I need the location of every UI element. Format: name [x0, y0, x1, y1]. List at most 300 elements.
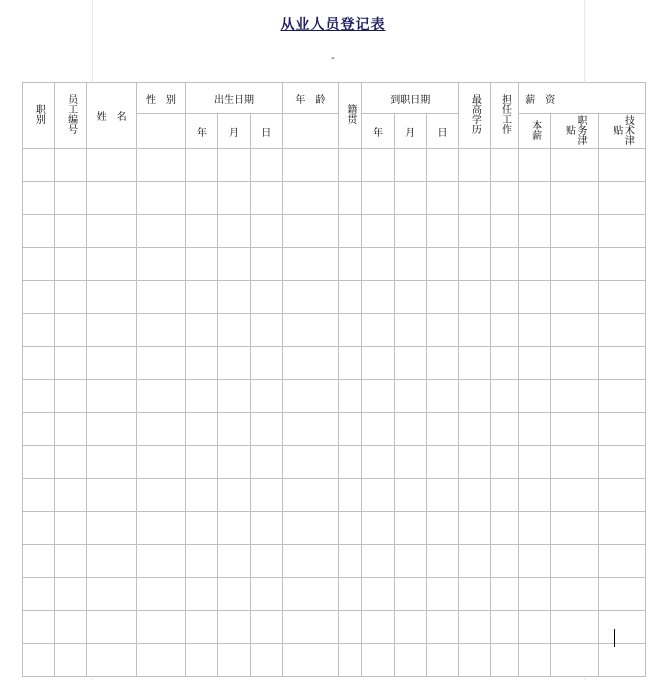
table-cell[interactable]	[426, 149, 458, 182]
table-cell[interactable]	[491, 347, 519, 380]
table-cell[interactable]	[598, 644, 645, 677]
table-cell[interactable]	[338, 347, 362, 380]
table-cell[interactable]	[426, 347, 458, 380]
table-cell[interactable]	[250, 578, 282, 611]
table-cell[interactable]	[551, 446, 598, 479]
table-cell[interactable]	[55, 248, 87, 281]
table-cell[interactable]	[426, 578, 458, 611]
table-cell[interactable]	[250, 380, 282, 413]
header-salary: 薪 资	[519, 83, 646, 114]
table-cell[interactable]	[551, 479, 598, 512]
table-cell[interactable]	[23, 281, 55, 314]
table-cell[interactable]	[551, 149, 598, 182]
registration-table-wrapper	[22, 82, 646, 677]
header-technical-allowance: 技术津贴	[598, 114, 645, 149]
table-cell[interactable]	[23, 182, 55, 215]
table-cell[interactable]	[394, 215, 426, 248]
table-cell[interactable]	[218, 347, 250, 380]
table-cell[interactable]	[362, 380, 394, 413]
table-cell[interactable]	[186, 644, 218, 677]
table-cell[interactable]	[362, 611, 394, 644]
table-cell[interactable]	[491, 545, 519, 578]
table-cell[interactable]	[551, 380, 598, 413]
table-cell[interactable]	[282, 545, 338, 578]
table-cell[interactable]	[250, 446, 282, 479]
table-cell[interactable]	[598, 149, 645, 182]
table-cell[interactable]	[338, 611, 362, 644]
table-cell[interactable]	[250, 281, 282, 314]
table-cell[interactable]	[87, 149, 136, 182]
header-birth-day: 日	[250, 114, 282, 149]
table-cell[interactable]	[186, 314, 218, 347]
table-cell[interactable]	[87, 380, 136, 413]
table-cell[interactable]	[551, 314, 598, 347]
table-cell[interactable]	[598, 512, 645, 545]
table-row	[23, 479, 646, 512]
table-cell[interactable]	[598, 314, 645, 347]
table-cell[interactable]	[218, 380, 250, 413]
table-cell[interactable]	[394, 380, 426, 413]
table-cell[interactable]	[362, 281, 394, 314]
table-cell[interactable]	[136, 380, 185, 413]
table-row	[23, 215, 646, 248]
table-cell[interactable]	[23, 413, 55, 446]
table-cell[interactable]	[55, 479, 87, 512]
table-cell[interactable]	[282, 215, 338, 248]
table-cell[interactable]	[426, 248, 458, 281]
table-cell[interactable]	[338, 248, 362, 281]
table-cell[interactable]	[519, 611, 551, 644]
table-cell[interactable]	[250, 314, 282, 347]
table-cell[interactable]	[55, 380, 87, 413]
table-cell[interactable]	[362, 413, 394, 446]
table-cell[interactable]	[394, 413, 426, 446]
table-cell[interactable]	[250, 644, 282, 677]
table-cell[interactable]	[282, 512, 338, 545]
table-cell[interactable]	[186, 545, 218, 578]
table-cell[interactable]	[87, 446, 136, 479]
table-cell[interactable]	[551, 545, 598, 578]
table-cell[interactable]	[426, 413, 458, 446]
table-cell[interactable]	[186, 281, 218, 314]
table-cell[interactable]	[598, 380, 645, 413]
table-cell[interactable]	[218, 479, 250, 512]
table-cell[interactable]	[459, 446, 491, 479]
table-cell[interactable]	[136, 149, 185, 182]
header-age: 年 龄	[282, 83, 338, 114]
table-cell[interactable]	[250, 512, 282, 545]
table-cell[interactable]	[519, 182, 551, 215]
table-cell[interactable]	[426, 479, 458, 512]
table-cell[interactable]	[394, 446, 426, 479]
table-cell[interactable]	[55, 644, 87, 677]
table-cell[interactable]	[362, 644, 394, 677]
table-cell[interactable]	[136, 215, 185, 248]
table-cell[interactable]	[186, 149, 218, 182]
table-cell[interactable]	[551, 281, 598, 314]
table-cell[interactable]	[338, 578, 362, 611]
table-cell[interactable]	[519, 545, 551, 578]
table-cell[interactable]	[362, 446, 394, 479]
table-cell[interactable]	[55, 413, 87, 446]
table-cell[interactable]	[55, 512, 87, 545]
table-cell[interactable]	[250, 413, 282, 446]
registration-table	[22, 82, 646, 677]
table-header	[23, 83, 646, 149]
table-cell[interactable]	[459, 314, 491, 347]
header-hire-date: 到职日期	[362, 83, 459, 114]
table-cell[interactable]	[87, 512, 136, 545]
table-cell[interactable]	[282, 281, 338, 314]
table-cell[interactable]	[598, 446, 645, 479]
table-cell[interactable]	[459, 479, 491, 512]
table-cell[interactable]	[519, 215, 551, 248]
table-cell[interactable]	[362, 479, 394, 512]
table-cell[interactable]	[87, 413, 136, 446]
table-cell[interactable]	[136, 479, 185, 512]
table-cell[interactable]	[338, 314, 362, 347]
table-cell[interactable]	[491, 314, 519, 347]
table-cell[interactable]	[23, 149, 55, 182]
table-cell[interactable]	[459, 149, 491, 182]
table-row	[23, 281, 646, 314]
table-cell[interactable]	[250, 248, 282, 281]
table-cell[interactable]	[459, 281, 491, 314]
table-cell[interactable]	[394, 149, 426, 182]
table-cell[interactable]	[23, 545, 55, 578]
table-cell[interactable]	[426, 512, 458, 545]
table-cell[interactable]	[136, 611, 185, 644]
table-cell[interactable]	[250, 347, 282, 380]
table-row	[23, 380, 646, 413]
table-cell[interactable]	[459, 578, 491, 611]
table-cell[interactable]	[55, 611, 87, 644]
table-cell[interactable]	[426, 182, 458, 215]
table-cell[interactable]	[186, 182, 218, 215]
table-cell[interactable]	[459, 512, 491, 545]
table-cell[interactable]	[218, 512, 250, 545]
table-cell[interactable]	[23, 380, 55, 413]
table-cell[interactable]	[338, 512, 362, 545]
table-cell[interactable]	[338, 215, 362, 248]
table-cell[interactable]	[394, 314, 426, 347]
table-cell[interactable]	[394, 248, 426, 281]
table-cell[interactable]	[491, 644, 519, 677]
table-cell[interactable]	[362, 149, 394, 182]
header-gender: 性 别	[136, 83, 185, 114]
table-cell[interactable]	[186, 479, 218, 512]
table-cell[interactable]	[218, 611, 250, 644]
table-cell[interactable]	[23, 644, 55, 677]
table-cell[interactable]	[598, 578, 645, 611]
table-cell[interactable]	[87, 578, 136, 611]
table-cell[interactable]	[394, 479, 426, 512]
table-cell[interactable]	[186, 248, 218, 281]
table-cell[interactable]	[362, 215, 394, 248]
header-hire-day: 日	[426, 114, 458, 149]
table-cell[interactable]	[87, 644, 136, 677]
table-cell[interactable]	[282, 182, 338, 215]
table-cell[interactable]	[55, 281, 87, 314]
table-cell[interactable]	[519, 248, 551, 281]
table-cell[interactable]	[136, 347, 185, 380]
table-cell[interactable]	[519, 314, 551, 347]
table-cell[interactable]	[136, 545, 185, 578]
table-cell[interactable]	[426, 314, 458, 347]
table-cell[interactable]	[282, 149, 338, 182]
table-cell[interactable]	[491, 149, 519, 182]
table-cell[interactable]	[250, 545, 282, 578]
table-cell[interactable]	[136, 413, 185, 446]
table-cell[interactable]	[338, 413, 362, 446]
table-cell[interactable]	[519, 413, 551, 446]
table-cell[interactable]	[362, 512, 394, 545]
table-cell[interactable]	[394, 347, 426, 380]
table-cell[interactable]	[87, 182, 136, 215]
table-cell[interactable]	[598, 215, 645, 248]
table-cell[interactable]	[338, 281, 362, 314]
table-row	[23, 182, 646, 215]
table-cell[interactable]	[459, 215, 491, 248]
table-cell[interactable]	[87, 281, 136, 314]
table-cell[interactable]	[598, 248, 645, 281]
table-cell[interactable]	[23, 347, 55, 380]
table-cell[interactable]	[23, 248, 55, 281]
table-cell[interactable]	[186, 446, 218, 479]
table-row	[23, 446, 646, 479]
table-cell[interactable]	[282, 248, 338, 281]
table-cell[interactable]	[459, 182, 491, 215]
table-cell[interactable]	[23, 314, 55, 347]
table-cell[interactable]	[519, 644, 551, 677]
table-cell[interactable]	[23, 479, 55, 512]
table-cell[interactable]	[55, 182, 87, 215]
table-cell[interactable]	[186, 380, 218, 413]
table-cell[interactable]	[55, 215, 87, 248]
table-cell[interactable]	[426, 446, 458, 479]
table-cell[interactable]	[186, 413, 218, 446]
table-cell[interactable]	[87, 479, 136, 512]
table-cell[interactable]	[136, 182, 185, 215]
table-cell[interactable]	[426, 215, 458, 248]
table-cell[interactable]	[491, 512, 519, 545]
table-cell[interactable]	[250, 479, 282, 512]
table-cell[interactable]	[282, 413, 338, 446]
table-cell[interactable]	[87, 611, 136, 644]
table-cell[interactable]	[250, 611, 282, 644]
header-birth-year: 年	[186, 114, 218, 149]
table-cell[interactable]	[250, 215, 282, 248]
table-cell[interactable]	[426, 545, 458, 578]
table-cell[interactable]	[87, 314, 136, 347]
header-hire-month: 月	[394, 114, 426, 149]
table-cell[interactable]	[459, 347, 491, 380]
table-cell[interactable]	[491, 446, 519, 479]
table-cell[interactable]	[218, 446, 250, 479]
table-cell[interactable]	[551, 413, 598, 446]
table-cell[interactable]	[551, 347, 598, 380]
table-cell[interactable]	[394, 611, 426, 644]
table-cell[interactable]	[55, 578, 87, 611]
table-cell[interactable]	[519, 512, 551, 545]
table-cell[interactable]	[551, 644, 598, 677]
table-cell[interactable]	[218, 545, 250, 578]
table-row	[23, 578, 646, 611]
table-cell[interactable]	[394, 545, 426, 578]
table-cell[interactable]	[136, 248, 185, 281]
table-cell[interactable]	[519, 578, 551, 611]
table-cell[interactable]	[23, 446, 55, 479]
table-cell[interactable]	[282, 446, 338, 479]
table-cell[interactable]	[362, 578, 394, 611]
table-cell[interactable]	[394, 578, 426, 611]
table-cell[interactable]	[519, 479, 551, 512]
table-cell[interactable]	[338, 545, 362, 578]
table-cell[interactable]	[87, 545, 136, 578]
table-cell[interactable]	[551, 578, 598, 611]
table-cell[interactable]	[519, 149, 551, 182]
table-cell[interactable]	[186, 611, 218, 644]
table-cell[interactable]	[519, 446, 551, 479]
table-cell[interactable]	[426, 611, 458, 644]
header-birth-date: 出生日期	[186, 83, 283, 114]
table-cell[interactable]	[491, 215, 519, 248]
table-cell[interactable]	[218, 149, 250, 182]
table-cell[interactable]	[598, 479, 645, 512]
table-cell[interactable]	[459, 380, 491, 413]
table-cell[interactable]	[338, 644, 362, 677]
table-cell[interactable]	[362, 248, 394, 281]
table-cell[interactable]	[491, 380, 519, 413]
table-body	[23, 149, 646, 677]
table-cell[interactable]	[362, 314, 394, 347]
table-cell[interactable]	[136, 281, 185, 314]
table-cell[interactable]	[459, 611, 491, 644]
table-cell[interactable]	[23, 512, 55, 545]
table-cell[interactable]	[362, 545, 394, 578]
table-cell[interactable]	[87, 215, 136, 248]
table-cell[interactable]	[282, 380, 338, 413]
table-cell[interactable]	[338, 446, 362, 479]
table-cell[interactable]	[519, 380, 551, 413]
table-cell[interactable]	[23, 611, 55, 644]
table-cell[interactable]	[491, 281, 519, 314]
table-cell[interactable]	[519, 281, 551, 314]
table-cell[interactable]	[136, 314, 185, 347]
table-cell[interactable]	[136, 446, 185, 479]
table-cell[interactable]	[491, 479, 519, 512]
table-cell[interactable]	[338, 149, 362, 182]
table-cell[interactable]	[282, 314, 338, 347]
table-cell[interactable]	[282, 578, 338, 611]
table-cell[interactable]	[491, 182, 519, 215]
table-cell[interactable]	[459, 413, 491, 446]
table-cell[interactable]	[250, 149, 282, 182]
table-cell[interactable]	[282, 644, 338, 677]
table-cell[interactable]	[55, 149, 87, 182]
table-cell[interactable]	[598, 281, 645, 314]
table-cell[interactable]	[250, 182, 282, 215]
table-cell[interactable]	[362, 347, 394, 380]
table-cell[interactable]	[23, 578, 55, 611]
table-cell[interactable]	[551, 611, 598, 644]
table-cell[interactable]	[218, 413, 250, 446]
table-cell[interactable]	[394, 281, 426, 314]
table-cell[interactable]	[218, 644, 250, 677]
table-cell[interactable]	[87, 347, 136, 380]
table-cell[interactable]	[459, 248, 491, 281]
table-cell[interactable]	[491, 611, 519, 644]
table-row	[23, 644, 646, 677]
table-cell[interactable]	[491, 578, 519, 611]
table-cell[interactable]	[426, 644, 458, 677]
table-cell[interactable]	[459, 545, 491, 578]
table-cell[interactable]	[55, 314, 87, 347]
table-cell[interactable]	[598, 347, 645, 380]
table-cell[interactable]	[136, 578, 185, 611]
table-cell[interactable]	[55, 347, 87, 380]
table-cell[interactable]	[55, 446, 87, 479]
table-cell[interactable]	[23, 215, 55, 248]
table-cell[interactable]	[186, 578, 218, 611]
table-cell[interactable]	[519, 347, 551, 380]
table-cell[interactable]	[551, 248, 598, 281]
table-cell[interactable]	[55, 545, 87, 578]
table-cell[interactable]	[338, 380, 362, 413]
table-cell[interactable]	[491, 413, 519, 446]
header-base-salary: 本薪	[519, 114, 551, 149]
table-cell[interactable]	[598, 611, 645, 644]
table-cell[interactable]	[186, 215, 218, 248]
table-cell[interactable]	[394, 512, 426, 545]
table-cell[interactable]	[218, 314, 250, 347]
table-cell[interactable]	[598, 545, 645, 578]
table-cell[interactable]	[218, 248, 250, 281]
table-cell[interactable]	[426, 380, 458, 413]
table-cell[interactable]	[218, 578, 250, 611]
table-cell[interactable]	[551, 512, 598, 545]
table-cell[interactable]	[87, 248, 136, 281]
table-cell[interactable]	[136, 512, 185, 545]
header-name: 姓 名	[87, 83, 136, 149]
header-assigned-work: 担任工作	[491, 83, 519, 149]
table-cell[interactable]	[218, 281, 250, 314]
table-cell[interactable]	[282, 347, 338, 380]
table-cell[interactable]	[598, 182, 645, 215]
table-cell[interactable]	[282, 611, 338, 644]
table-cell[interactable]	[338, 182, 362, 215]
table-cell[interactable]	[598, 413, 645, 446]
table-cell[interactable]	[282, 479, 338, 512]
table-header-row-1	[23, 83, 646, 114]
table-cell[interactable]	[362, 182, 394, 215]
table-cell[interactable]	[551, 215, 598, 248]
table-row	[23, 611, 646, 644]
table-cell[interactable]	[218, 182, 250, 215]
table-cell[interactable]	[218, 215, 250, 248]
table-cell[interactable]	[338, 479, 362, 512]
table-cell[interactable]	[426, 281, 458, 314]
table-cell[interactable]	[491, 248, 519, 281]
table-cell[interactable]	[459, 644, 491, 677]
table-cell[interactable]	[186, 347, 218, 380]
table-cell[interactable]	[136, 644, 185, 677]
table-cell[interactable]	[551, 182, 598, 215]
table-cell[interactable]	[394, 644, 426, 677]
table-cell[interactable]	[186, 512, 218, 545]
table-cell[interactable]	[394, 182, 426, 215]
page-subtitle: -	[331, 52, 335, 64]
